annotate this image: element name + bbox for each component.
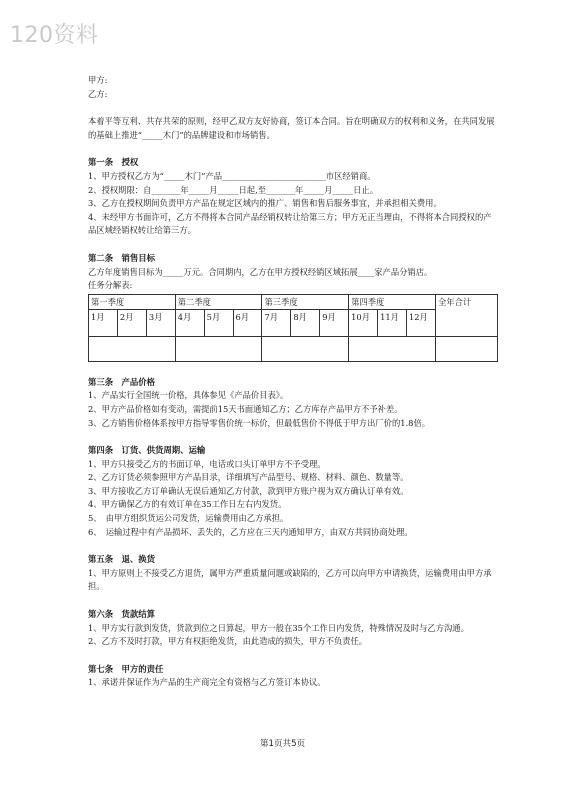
party-b-label: 乙方: [88, 88, 108, 99]
quarter-value-cell [349, 336, 436, 361]
article-6-line: 1、甲方实行款到发货，货款到位之日算起，甲方一般在35个工作日内发货，特殊情况及时与乙方沟通。 [88, 622, 469, 633]
table-row [89, 294, 498, 309]
article-3-line: 2、甲方产品价格如有变动，需提前15天书面通知乙方；乙方库存产品甲方不予补差。 [88, 403, 403, 414]
article-4-line: 1、甲方只接受乙方的书面订单，电话或口头订单甲方不予受理。 [88, 458, 326, 469]
article-4-line: 4、甲方确保乙方的有效订单在35工作日左右内发货。 [88, 499, 287, 510]
table-row [89, 336, 498, 361]
party-a-label: 甲方: [88, 75, 108, 85]
article-2-line: 任务分解表: [88, 280, 133, 291]
quarter-header: 第二季度 [175, 294, 262, 309]
article-6-line: 2、乙方不及时打款，甲方有权拒绝发货，由此造成的损失，甲方不负责任。 [88, 636, 368, 647]
month-cell: 6月 [233, 309, 262, 336]
article-5-line: 1、甲方原则上不接受乙方退货，属甲方严重质量问题或缺陷的，乙方可以向甲方申请换货，运输费用由甲方承担。 [88, 567, 492, 592]
month-cell: 4月 [175, 309, 204, 336]
quarter-header: 第三季度 [262, 294, 349, 309]
article-4-line: 3、甲方接收乙方订单确认无误后通知乙方付款，款到甲方账户视为双方确认订单有效。 [88, 485, 409, 496]
article-4-title: 第四条 订货、供货周期、运输 [88, 445, 206, 456]
month-cell: 10月 [349, 309, 378, 336]
quarter-header: 第一季度 [89, 294, 176, 309]
preamble: 本着平等互利、共存共荣的原则，经甲乙双方友好协商，签订本合同。旨在明确双方的权利和义务，在共同发展的基础上推进“_____木门”的品牌建设和市场销售。 [88, 116, 495, 140]
month-cell: 7月 [262, 309, 291, 336]
article-2-line: 乙方年度销售目标为_____万元。合同期内，乙方在甲方授权经销区域拓展____家产品分销店。 [88, 266, 433, 277]
article-1-title: 第一条 授权 [88, 157, 139, 168]
quarter-header: 第四季度 [349, 294, 436, 309]
article-1-line: 1、甲方授权乙方为“_____木门”产品_________________________市区经销商。 [88, 170, 376, 181]
article-3-line: 1、产品实行全国统一价格，具体参见《产品价目表》。 [88, 390, 289, 401]
article-7-title: 第七条 甲方的责任 [88, 663, 164, 674]
month-cell: 11月 [378, 309, 407, 336]
contract-document [88, 74, 498, 690]
quarter-value-cell [262, 336, 349, 361]
annual-total-header: 全年合计 [436, 294, 498, 336]
month-cell: 1月 [89, 309, 118, 336]
article-2-title: 第二条 销售目标 [88, 252, 155, 263]
month-cell: 5月 [204, 309, 233, 336]
article-1-line: 2、授权期限：自_______年_____月_____日起,至_______年_____月_____日止。 [88, 184, 379, 195]
page-number: 第1页共5页 [259, 739, 306, 749]
article-4-line: 6、 运输过程中有产品损坏、丢失的，乙方应在三天内通知甲方，由双方共同协商处理。 [88, 526, 413, 537]
month-cell: 12月 [406, 309, 435, 336]
quarter-value-cell [175, 336, 262, 361]
article-4-line: 2、乙方订货必须参照甲方产品目录，详细填写产品型号、规格、材料、颜色、数量等。 [88, 472, 409, 483]
annual-total-cell [436, 336, 498, 361]
watermark: 120资料 [10, 23, 99, 48]
article-3-title: 第三条 产品价格 [88, 376, 155, 387]
article-1-line: 3、乙方在授权期间负责甲方产品在规定区域内的推广、销售和售后服务事宜，并承担相关费用。 [88, 198, 442, 209]
month-cell: 9月 [320, 309, 349, 336]
article-6-title: 第六条 货款结算 [88, 609, 155, 620]
task-breakdown-table [88, 294, 498, 362]
month-cell: 3月 [146, 309, 175, 336]
article-3-line: 3、乙方销售价格体系按甲方指导零售价统一标价，但最低售价不得低于甲方出厂价的1.8倍。 [88, 417, 431, 428]
article-1-line: 4、未经甲方书面许可，乙方不得将本合同产品经销权转让给第三方；甲方无正当理由，不得将本合同授权的产品区域经销权转让给第三方。 [88, 211, 492, 236]
quarter-value-cell [89, 336, 176, 361]
article-5-title: 第五条 退、换货 [88, 554, 155, 565]
article-4-line: 5、 由甲方组织货运公司发货，运输费用由乙方承担。 [88, 513, 289, 524]
month-cell: 2月 [117, 309, 146, 336]
article-7-line: 1、承诺并保证作为产品的生产商完全有资格与乙方签订本协议。 [88, 677, 326, 688]
month-cell: 8月 [291, 309, 320, 336]
